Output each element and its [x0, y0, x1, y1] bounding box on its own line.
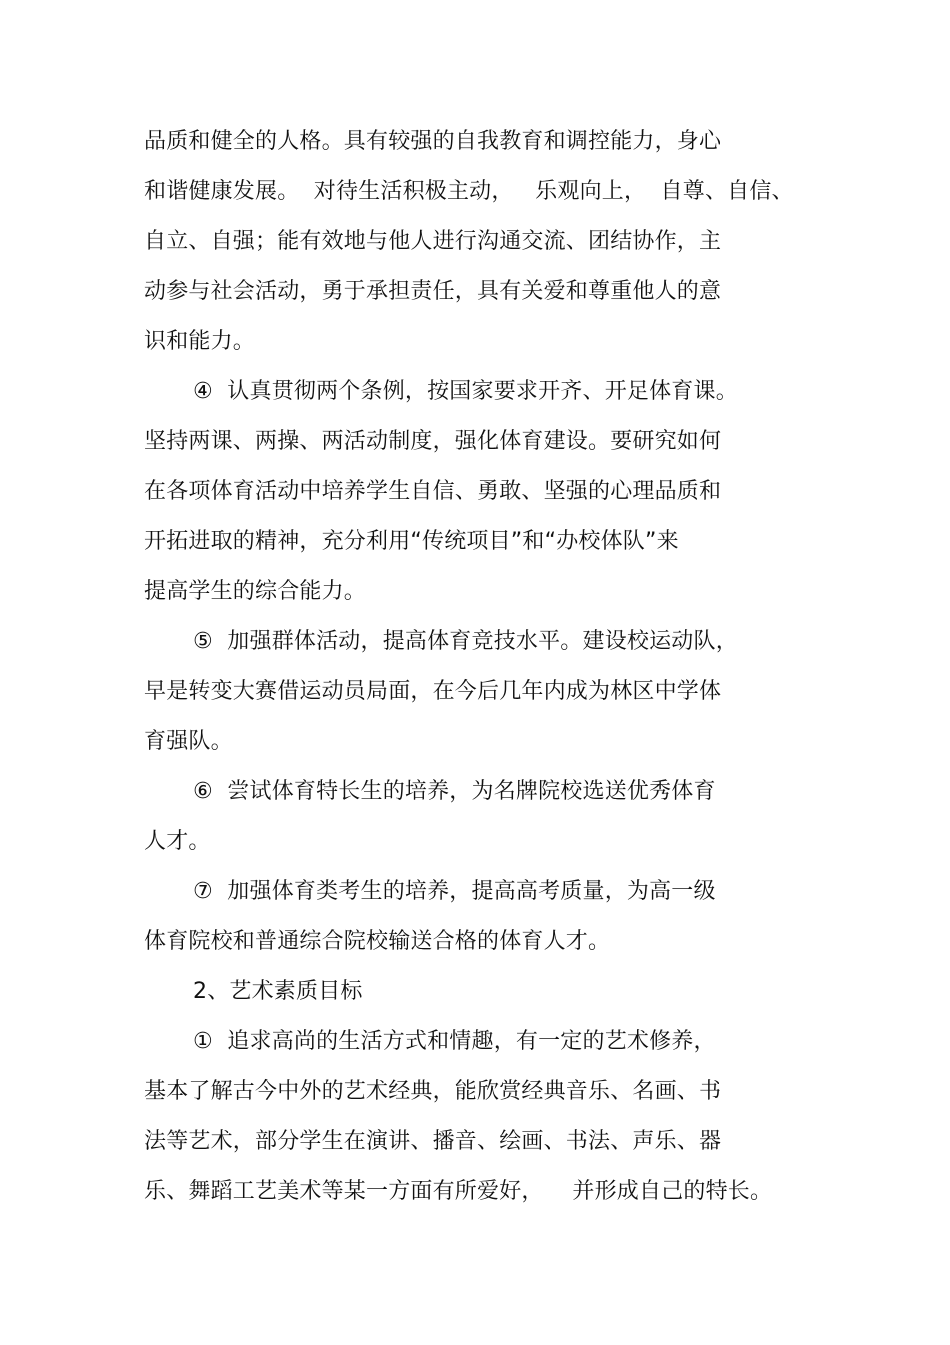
list-item-7-start: ⑦ 加强体育类考生的培养，提高高考质量，为高一级	[193, 879, 716, 904]
text-line: 开拓进取的精神，充分利用“传统项目”和“办校体队”来	[144, 529, 679, 554]
text-line: 识和能力。	[144, 329, 256, 354]
text-line: 和谐健康发展。 对待生活积极主动， 乐观向上， 自尊、自信、	[144, 179, 794, 204]
text-line: 人才。	[144, 829, 211, 854]
list-item-4-start: ④ 认真贯彻两个条例，按国家要求开齐、开足体育课。	[193, 379, 738, 404]
text-line: 在各项体育活动中培养学生自信、勇敢、坚强的心理品质和	[144, 479, 722, 504]
list-item-5-start: ⑤ 加强群体活动，提高体育竞技水平。建设校运动队，	[193, 629, 738, 654]
text-line: 体育院校和普通综合院校输送合格的体育人才。	[144, 929, 611, 954]
text-line: 品质和健全的人格。具有较强的自我教育和调控能力，身心	[144, 129, 722, 154]
list-item-1-start: ① 追求高尚的生活方式和情趣，有一定的艺术修养，	[193, 1029, 716, 1054]
text-line: 法等艺术，部分学生在演讲、播音、绘画、书法、声乐、器	[144, 1129, 722, 1154]
list-item-6-start: ⑥ 尝试体育特长生的培养，为名牌院校选送优秀体育	[193, 779, 716, 804]
text-line: 提高学生的综合能力。	[144, 579, 367, 604]
text-line: 坚持两课、两操、两活动制度，强化体育建设。要研究如何	[144, 429, 722, 454]
text-line: 乐、舞蹈工艺美术等某一方面有所爱好， 并形成自己的特长。	[144, 1179, 773, 1204]
text-line: 育强队。	[144, 729, 233, 754]
text-line: 自立、自强；能有效地与他人进行沟通交流、团结协作，主	[144, 229, 722, 254]
section-heading: 2、艺术素质目标	[193, 979, 363, 1004]
text-line: 早是转变大赛借运动员局面，在今后几年内成为林区中学体	[144, 679, 722, 704]
text-line: 基本了解古今中外的艺术经典，能欣赏经典音乐、名画、书	[144, 1079, 722, 1104]
text-line: 动参与社会活动，勇于承担责任，具有关爱和尊重他人的意	[144, 279, 722, 304]
